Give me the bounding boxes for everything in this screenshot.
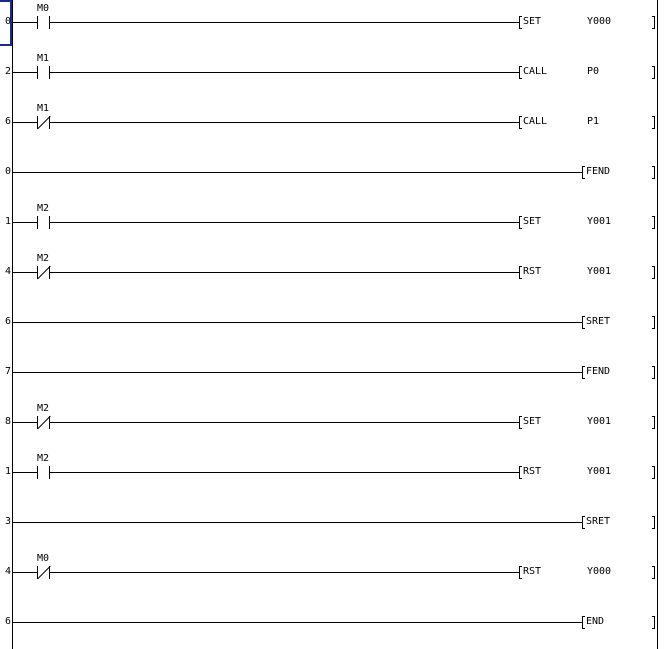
instruction-bracket-open <box>519 416 522 429</box>
step-number: 0 <box>4 166 11 177</box>
instruction-bracket-close <box>652 516 655 529</box>
instruction-bracket-close <box>652 66 655 79</box>
instruction-bracket-close <box>652 366 655 379</box>
contact-device-label: M1 <box>37 103 50 114</box>
instruction-bracket-open <box>519 216 522 229</box>
no-contact-icon[interactable] <box>37 66 51 79</box>
contact-device-label: M0 <box>37 553 50 564</box>
instruction-bracket-close <box>652 16 655 29</box>
step-number: 1 <box>4 466 11 477</box>
rung-wire <box>13 472 37 473</box>
rung-wire <box>13 22 37 23</box>
instruction-bracket-open <box>582 366 585 379</box>
instruction-bracket-close <box>652 266 655 279</box>
step-number: 4 <box>4 566 11 577</box>
rung-wire <box>13 622 582 623</box>
instruction-bracket-open <box>582 516 585 529</box>
step-number: 6 <box>4 616 11 627</box>
instruction-bracket-close <box>652 416 655 429</box>
instruction-bracket-close <box>652 316 655 329</box>
instruction-bracket-open <box>582 316 585 329</box>
step-number: 7 <box>4 366 11 377</box>
step-number: 0 <box>4 16 11 27</box>
instruction-operand[interactable]: Y000 <box>587 16 612 27</box>
instruction-bracket-close <box>652 466 655 479</box>
instruction-mnemonic[interactable]: SRET <box>586 516 611 527</box>
rung-wire <box>13 222 37 223</box>
instruction-mnemonic[interactable]: FEND <box>586 366 611 377</box>
instruction-operand[interactable]: P1 <box>587 116 600 127</box>
instruction-bracket-open <box>582 616 585 629</box>
instruction-operand[interactable]: P0 <box>587 66 600 77</box>
step-number: 6 <box>4 316 11 327</box>
rung-wire <box>50 572 519 573</box>
no-contact-icon[interactable] <box>37 16 51 29</box>
instruction-operand[interactable]: Y001 <box>587 216 612 227</box>
step-number: 3 <box>4 516 11 527</box>
rung-wire <box>13 372 582 373</box>
step-number: 4 <box>4 266 11 277</box>
instruction-bracket-open <box>519 116 522 129</box>
no-contact-icon[interactable] <box>37 466 51 479</box>
rung-wire <box>50 22 519 23</box>
instruction-bracket-open <box>582 166 585 179</box>
rung-wire <box>13 272 37 273</box>
instruction-bracket-open <box>519 66 522 79</box>
left-power-rail <box>12 0 13 649</box>
instruction-bracket-close <box>652 566 655 579</box>
instruction-mnemonic[interactable]: FEND <box>586 166 611 177</box>
instruction-mnemonic[interactable]: SET <box>523 216 542 227</box>
rung-wire <box>13 422 37 423</box>
step-number: 6 <box>4 116 11 127</box>
instruction-bracket-close <box>652 616 655 629</box>
instruction-mnemonic[interactable]: RST <box>523 566 542 577</box>
contact-device-label: M0 <box>37 3 50 14</box>
rung-wire <box>13 172 582 173</box>
step-number: 2 <box>4 66 11 77</box>
instruction-mnemonic[interactable]: SET <box>523 416 542 427</box>
instruction-bracket-open <box>519 466 522 479</box>
instruction-mnemonic[interactable]: RST <box>523 266 542 277</box>
instruction-mnemonic[interactable]: RST <box>523 466 542 477</box>
instruction-bracket-open <box>519 16 522 29</box>
contact-device-label: M2 <box>37 203 50 214</box>
contact-device-label: M1 <box>37 53 50 64</box>
instruction-bracket-open <box>519 266 522 279</box>
instruction-operand[interactable]: Y000 <box>587 566 612 577</box>
instruction-operand[interactable]: Y001 <box>587 466 612 477</box>
rung-wire <box>13 572 37 573</box>
no-contact-icon[interactable] <box>37 216 51 229</box>
nc-contact-icon[interactable] <box>37 266 51 279</box>
instruction-operand[interactable]: Y001 <box>587 266 612 277</box>
nc-contact-icon[interactable] <box>37 566 51 579</box>
instruction-operand[interactable]: Y001 <box>587 416 612 427</box>
contact-device-label: M2 <box>37 253 50 264</box>
rung-wire <box>50 272 519 273</box>
step-number: 1 <box>4 216 11 227</box>
right-power-rail <box>657 0 658 649</box>
instruction-bracket-close <box>652 216 655 229</box>
rung-wire <box>13 322 582 323</box>
rung-wire <box>50 472 519 473</box>
contact-device-label: M2 <box>37 403 50 414</box>
step-number: 8 <box>4 416 11 427</box>
instruction-mnemonic[interactable]: SET <box>523 16 542 27</box>
instruction-bracket-close <box>652 166 655 179</box>
instruction-mnemonic[interactable]: CALL <box>523 116 548 127</box>
nc-contact-icon[interactable] <box>37 416 51 429</box>
instruction-bracket-close <box>652 116 655 129</box>
rung-wire <box>13 522 582 523</box>
instruction-bracket-open <box>519 566 522 579</box>
rung-wire <box>13 72 37 73</box>
rung-wire <box>50 222 519 223</box>
contact-device-label: M2 <box>37 453 50 464</box>
rung-wire <box>50 72 519 73</box>
rung-wire <box>13 122 37 123</box>
rung-wire <box>50 122 519 123</box>
nc-contact-icon[interactable] <box>37 116 51 129</box>
instruction-mnemonic[interactable]: SRET <box>586 316 611 327</box>
rung-wire <box>50 422 519 423</box>
instruction-mnemonic[interactable]: END <box>586 616 605 627</box>
instruction-mnemonic[interactable]: CALL <box>523 66 548 77</box>
